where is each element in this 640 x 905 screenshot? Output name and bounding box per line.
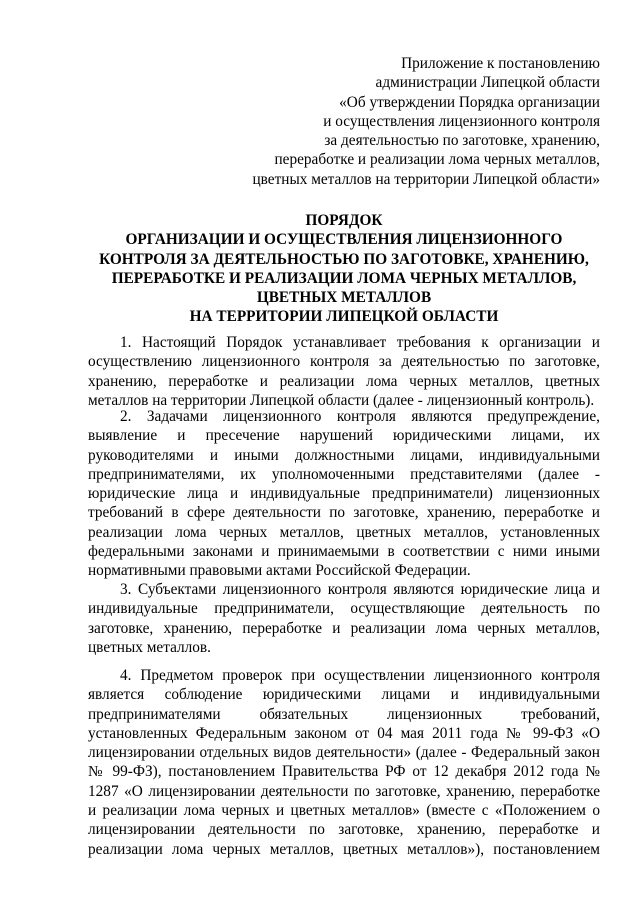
title-line: ОРГАНИЗАЦИИ И ОСУЩЕСТВЛЕНИЯ ЛИЦЕНЗИОННОГО	[125, 231, 563, 249]
paragraph-line: выявление и пресечение нарушений юридическими лицами, их	[88, 427, 600, 445]
paragraph-line: 2. Задачами лицензионного контроля являются предупреждение,	[120, 408, 600, 425]
paragraph-line: нормативными правовыми актами Российской Федерации.	[88, 562, 471, 580]
paragraph-line: лицензировании отдельных видов деятельности» (далее - Федеральный закон	[88, 744, 600, 762]
paragraph-2	[88, 407, 600, 581]
appendix-line: переработке и реализации лома черных металлов,	[274, 151, 600, 169]
paragraph-line: 1. Настоящий Порядок устанавливает требования к организации и	[120, 334, 600, 351]
paragraph-line: является соблюдение юридическими лицами и индивидуальными	[88, 686, 600, 704]
paragraph-4	[88, 666, 600, 859]
paragraph-line: и реализации лома черных и цветных металлов» (вместе с «Положением о	[88, 802, 600, 820]
paragraph-line: лицензировании деятельности по заготовке, хранению, переработке и	[88, 821, 600, 839]
appendix-header	[240, 54, 600, 189]
appendix-line: цветных металлов на территории Липецкой области»	[252, 170, 600, 188]
paragraph-line: установленных Федеральным законом от 04 мая 2011 года № 99-ФЗ «О	[88, 724, 600, 742]
paragraph-line: юридические лица и индивидуальные предприниматели) лицензионных	[88, 485, 600, 503]
paragraph-line: № 99-ФЗ), постановлением Правительства РФ от 12 декабря 2012 года №	[88, 763, 600, 781]
title-line: ПОРЯДОК	[305, 212, 383, 229]
paragraph-line: предпринимателями, их уполномоченными представителями (далее -	[88, 465, 600, 483]
paragraph-line: федеральными законами и принимаемыми в соответствии с ними иными	[88, 543, 600, 561]
title-line: КОНТРОЛЯ ЗА ДЕЯТЕЛЬНОСТЬЮ ПО ЗАГОТОВКЕ, ХРАНЕНИЮ,	[99, 250, 589, 268]
title-line: НА ТЕРРИТОРИИ ЛИПЕЦКОЙ ОБЛАСТИ	[189, 308, 499, 326]
paragraph-line: индивидуальные предприниматели, осуществляющие деятельность по	[88, 600, 600, 618]
paragraph-line: цветных металлов.	[88, 638, 211, 656]
paragraph-line: 4. Предметом проверок при осуществлении лицензионного контроля	[120, 667, 600, 684]
paragraph-line: 1287 «О лицензировании деятельности по заготовке, хранению, переработке	[88, 782, 600, 800]
document-title	[88, 211, 600, 327]
paragraph-line: хранению, переработке и реализации лома черных металлов, цветных	[88, 372, 600, 390]
appendix-line: Приложение к постановлению	[401, 55, 600, 72]
title-line: ЦВЕТНЫХ МЕТАЛЛОВ	[256, 289, 432, 307]
paragraph-line: реализации лома черных металлов, цветных металлов, установленных	[88, 523, 600, 541]
paragraph-line: 3. Субъектами лицензионного контроля являются юридические лица и	[120, 581, 600, 598]
appendix-line: «Об утверждении Порядка организации	[339, 93, 600, 111]
paragraph-line: заготовке, хранению, переработке и реализации лома черных металлов,	[88, 619, 600, 637]
appendix-line: администрации Липецкой области	[375, 74, 600, 92]
paragraph-line: металлов на территории Липецкой области (далее - лицензионный контроль).	[88, 391, 595, 409]
paragraph-line: реализации лома черных металлов, цветных металлов»), постановлением	[88, 840, 600, 858]
paragraph-3	[88, 580, 600, 657]
paragraph-1	[88, 333, 600, 410]
paragraph-line: осуществлению лицензионного контроля за деятельностью по заготовке,	[88, 353, 600, 371]
paragraph-line: руководителями и иными должностными лицами, индивидуальными	[88, 446, 600, 464]
title-line: ПЕРЕРАБОТКЕ И РЕАЛИЗАЦИИ ЛОМА ЧЕРНЫХ МЕТАЛЛОВ,	[111, 269, 577, 287]
paragraph-line: требований в сфере деятельности по заготовке, хранению, переработке и	[88, 504, 600, 522]
paragraph-line: предпринимателями обязательных лицензионных требований,	[88, 705, 600, 723]
appendix-line: за деятельностью по заготовке, хранению,	[324, 132, 600, 150]
appendix-line: и осуществления лицензионного контроля	[323, 112, 600, 130]
